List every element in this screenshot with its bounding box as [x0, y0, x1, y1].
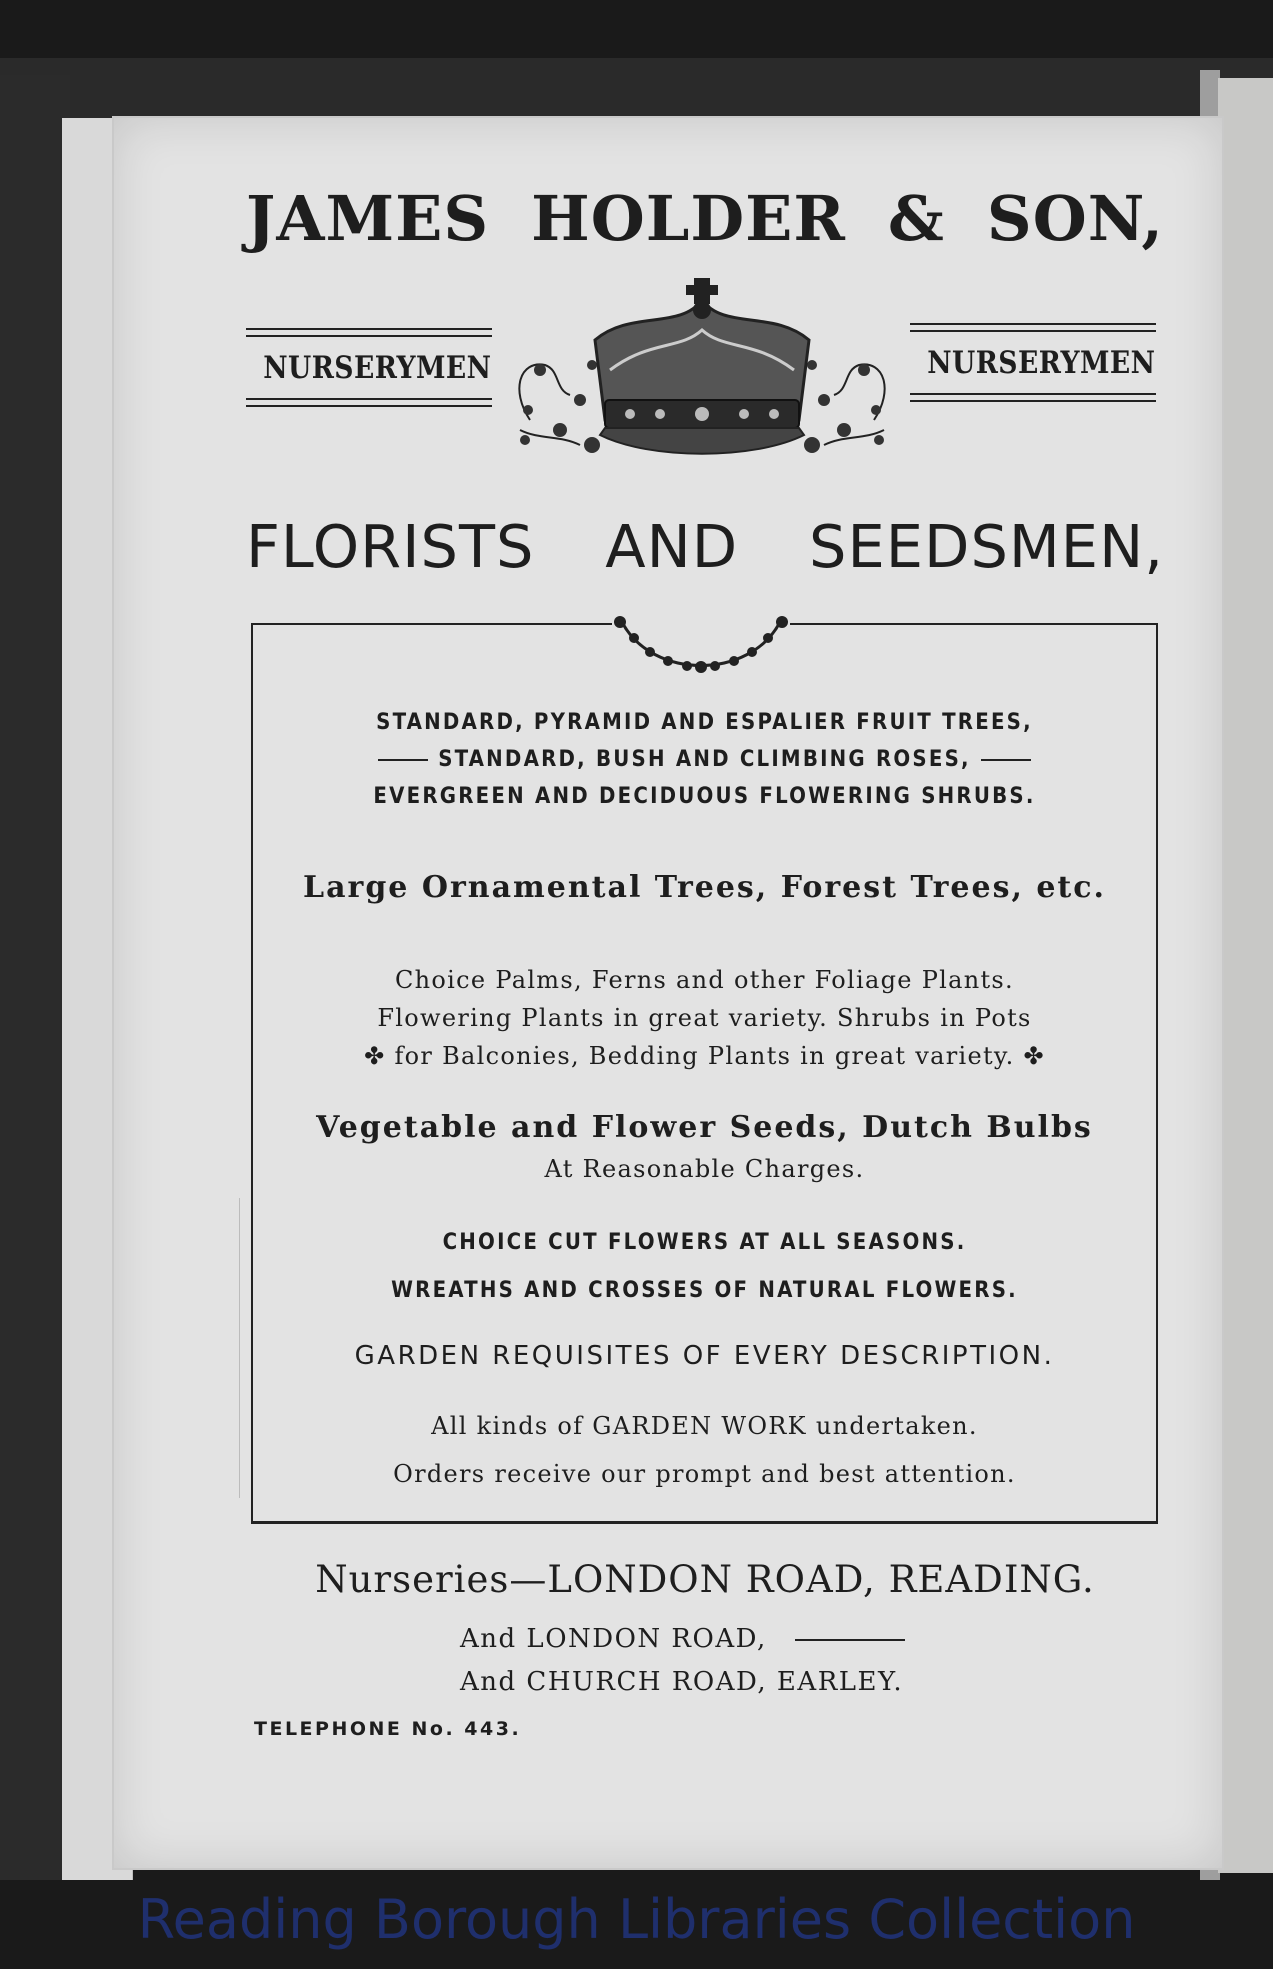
balconies-text: for Balconies, Bedding Plants in great variety.: [394, 1042, 1015, 1070]
title-word: JAMES: [246, 182, 490, 255]
garden-work-line: All kinds of GARDEN WORK undertaken.: [431, 1412, 978, 1440]
garden-requisites-line: GARDEN REQUISITES OF EVERY DESCRIPTION.: [354, 1341, 1055, 1371]
roses-text: STANDARD, BUSH AND CLIMBING ROSES,: [438, 747, 971, 772]
nurserymen-badge-right: [910, 323, 1156, 402]
dash-rule: [378, 759, 428, 761]
roses-line: [251, 747, 1158, 772]
nurseries-address: Nurseries—LONDON ROAD, READING.: [315, 1558, 1095, 1601]
dash-rule: [981, 759, 1031, 761]
crown-with-flowers-icon: [500, 270, 904, 475]
seeds-text: Vegetable and Flower Seeds, Dutch Bulbs: [316, 1110, 1093, 1145]
dash-rule: [795, 1639, 905, 1641]
ornamental-text: Large Ornamental Trees, Forest Trees, etc.: [302, 870, 1107, 905]
page-crease: [239, 1198, 240, 1498]
address-line-text: And LONDON ROAD,: [460, 1624, 767, 1654]
cut-flowers-line: CHOICE CUT FLOWERS AT ALL SEASONS.: [442, 1230, 967, 1255]
subtitle-word: SEEDSMEN,: [809, 512, 1164, 581]
orders-line: Orders receive our prompt and best attention.: [393, 1460, 1016, 1488]
facing-page-edge: [1218, 78, 1273, 1873]
book-edge-top: [0, 58, 1273, 118]
nurserymen-badge-left: [246, 328, 492, 407]
garland-ornament-icon: [612, 610, 790, 688]
telephone-number: TELEPHONE No. 443.: [254, 1718, 522, 1740]
flowering-plants-line: Flowering Plants in great variety. Shrubs in Pots: [377, 1004, 1032, 1032]
leaf-ornament-icon: ✤: [1023, 1042, 1045, 1070]
seeds-line: [251, 1110, 1158, 1145]
subtitle-word: AND: [605, 512, 739, 581]
page-title: [246, 182, 1164, 255]
palms-line: Choice Palms, Ferns and other Foliage Plants.: [395, 966, 1014, 994]
title-word: HOLDER: [531, 182, 846, 255]
nurserymen-label: NURSERYMEN: [927, 345, 1156, 381]
ornamental-trees-line: [251, 870, 1158, 905]
wreaths-line: WREATHS AND CROSSES OF NATURAL FLOWERS.: [391, 1278, 1018, 1303]
charges-line: At Reasonable Charges.: [544, 1155, 865, 1183]
book-cover-edge: [0, 75, 70, 1880]
fruit-trees-line: STANDARD, PYRAMID AND ESPALIER FRUIT TREES,: [376, 710, 1033, 735]
address-line-london-road: [460, 1624, 905, 1654]
double-rule: [246, 398, 492, 407]
box-bottom-rule: [251, 1521, 1158, 1524]
address-line-church-road: And CHURCH ROAD, EARLEY.: [460, 1667, 904, 1697]
balconies-line: [251, 1042, 1158, 1070]
double-rule: [910, 393, 1156, 402]
nurserymen-label: NURSERYMEN: [263, 350, 492, 386]
double-rule: [246, 328, 492, 337]
shrubs-line: EVERGREEN AND DECIDUOUS FLOWERING SHRUBS.: [373, 784, 1036, 809]
subtitle-word: FLORISTS: [246, 512, 535, 581]
title-word: &: [887, 182, 945, 255]
leaf-ornament-icon: ✤: [364, 1042, 386, 1070]
collection-watermark: Reading Borough Libraries Collection: [137, 1888, 1136, 1951]
title-word: SON,: [986, 182, 1164, 255]
double-rule: [910, 323, 1156, 332]
page-subtitle: [246, 512, 1164, 581]
